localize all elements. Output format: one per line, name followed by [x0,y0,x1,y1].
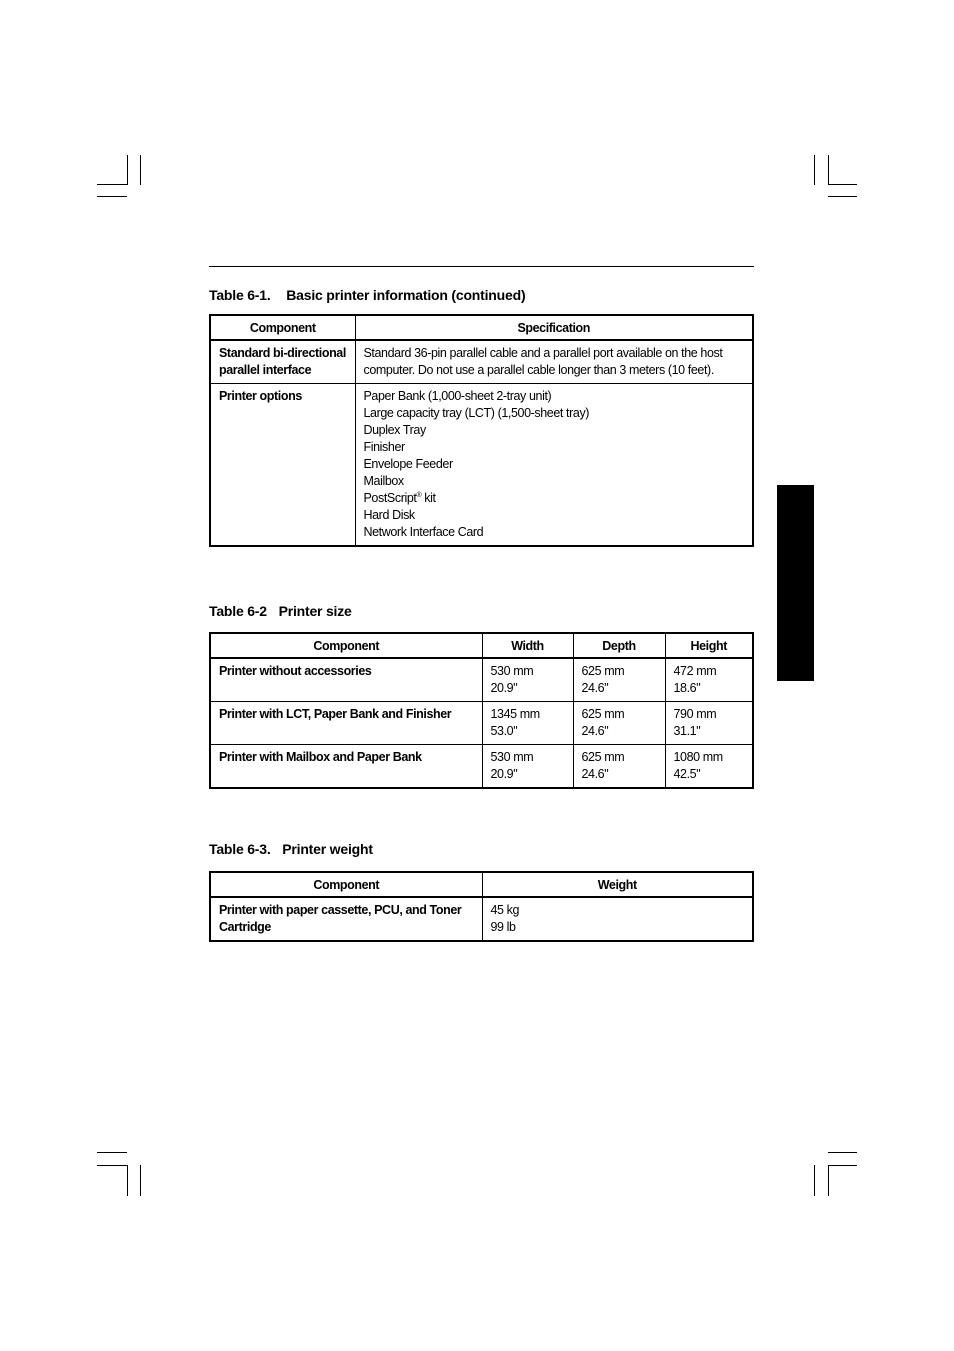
height-cell [665,702,753,745]
table2-caption-title: Printer size [278,603,352,619]
spec-line: Network Interface Card [363,525,484,539]
crop-mark-tl-v2 [140,155,141,185]
header-component: Component [210,872,482,897]
header-component: Component [210,633,482,658]
header-specification: Specification [355,315,753,340]
crop-mark-tr-h2 [828,196,857,197]
metric-value: 625 mm [581,707,625,721]
spec-line: Finisher [363,440,405,454]
width-cell [482,702,573,745]
table-header-row [210,633,753,658]
crop-mark-bl-h2 [97,1165,127,1166]
crop-mark-bl-v2 [140,1165,141,1196]
component-cell: Printer without accessories [210,658,482,702]
metric-value: 790 mm [673,707,717,721]
spec-line: Hard Disk [363,508,415,522]
table3-caption [209,841,373,857]
imperial-value: 24.6" [581,681,609,695]
imperial-value: 42.5" [673,767,701,781]
table1-caption-title: Basic printer information (continued) [286,287,526,303]
width-cell [482,745,573,789]
spec-line: Large capacity tray (LCT) (1,500-sheet tray) [363,406,590,420]
metric-value: 472 mm [673,664,717,678]
component-line: Cartridge [219,920,271,934]
table-row [210,745,753,789]
crop-mark-tl-v [127,155,128,185]
specification-cell [355,340,753,384]
postscript-suffix: kit [421,491,436,505]
depth-cell [573,745,665,789]
spec-line: Envelope Feeder [363,457,453,471]
table-row [210,340,753,384]
header-depth: Depth [573,633,665,658]
component-cell: Printer with LCT, Paper Bank and Finisher [210,702,482,745]
imperial-value: 24.6" [581,767,609,781]
component-cell: Printer with Mailbox and Paper Bank [210,745,482,789]
crop-mark-bl-v [127,1165,128,1196]
crop-mark-tr-v [828,155,829,185]
component-line: Printer options [219,389,302,403]
spec-line: Duplex Tray [363,423,426,437]
spec-line: Standard 36-pin parallel cable and a parallel port available on the host [363,346,723,360]
spec-line: Mailbox [363,474,404,488]
basic-printer-info-table [209,314,754,547]
table1-caption-number: Table 6-1. [209,287,271,303]
crop-mark-tl-h2 [97,196,127,197]
crop-mark-br-v2 [814,1165,815,1196]
width-cell [482,658,573,702]
table2-caption-number: Table 6-2 [209,603,267,619]
registered-mark: ® [416,491,422,499]
specification-cell [355,384,753,547]
header-height: Height [665,633,753,658]
crop-mark-bl-h [97,1152,127,1153]
imperial-value: 53.0" [490,724,518,738]
crop-mark-tr-h [828,184,857,185]
table3-caption-title: Printer weight [282,841,373,857]
postscript-text: PostScript [363,491,417,505]
printer-size-table [209,632,754,789]
metric-value: 625 mm [581,664,625,678]
component-cell [210,897,482,941]
table1-caption [209,287,525,303]
weight-cell [482,897,753,941]
table3-caption-number: Table 6-3. [209,841,271,857]
metric-value: 1080 mm [673,750,723,764]
metric-value: 625 mm [581,750,625,764]
crop-mark-br-h [828,1152,857,1153]
header-width: Width [482,633,573,658]
header-weight: Weight [482,872,753,897]
metric-value: 530 mm [490,750,534,764]
table2-caption [209,603,352,619]
header-component: Component [210,315,355,340]
imperial-value: 18.6" [673,681,701,695]
depth-cell [573,702,665,745]
imperial-value: 24.6" [581,724,609,738]
header-rule [209,266,754,267]
table-row [210,897,753,941]
table-row [210,702,753,745]
imperial-value: 20.9" [490,767,518,781]
depth-cell [573,658,665,702]
component-cell [210,340,355,384]
table-header-row [210,315,753,340]
imperial-value: 31.1" [673,724,701,738]
crop-mark-tr-v2 [814,155,815,185]
table-row [210,658,753,702]
table-row [210,384,753,547]
spec-line-postscript [364,490,745,507]
section-tab-marker [777,485,814,681]
component-line: parallel interface [219,363,312,377]
metric-value: 45 kg [490,903,520,917]
component-cell [210,384,355,547]
crop-mark-br-h2 [828,1165,857,1166]
height-cell [665,658,753,702]
crop-mark-br-v [828,1165,829,1196]
imperial-value: 99 lb [490,920,516,934]
imperial-value: 20.9" [490,681,518,695]
height-cell [665,745,753,789]
table-header-row [210,872,753,897]
metric-value: 530 mm [490,664,534,678]
metric-value: 1345 mm [490,707,540,721]
component-line: Printer with paper cassette, PCU, and Toner [219,903,462,917]
crop-mark-tl-h [97,184,127,185]
component-line: Standard bi-directional [219,346,346,360]
spec-line: computer. Do not use a parallel cable longer than 3 meters (10 feet). [363,363,714,377]
spec-line: Paper Bank (1,000-sheet 2-tray unit) [363,389,552,403]
printer-weight-table [209,871,754,942]
